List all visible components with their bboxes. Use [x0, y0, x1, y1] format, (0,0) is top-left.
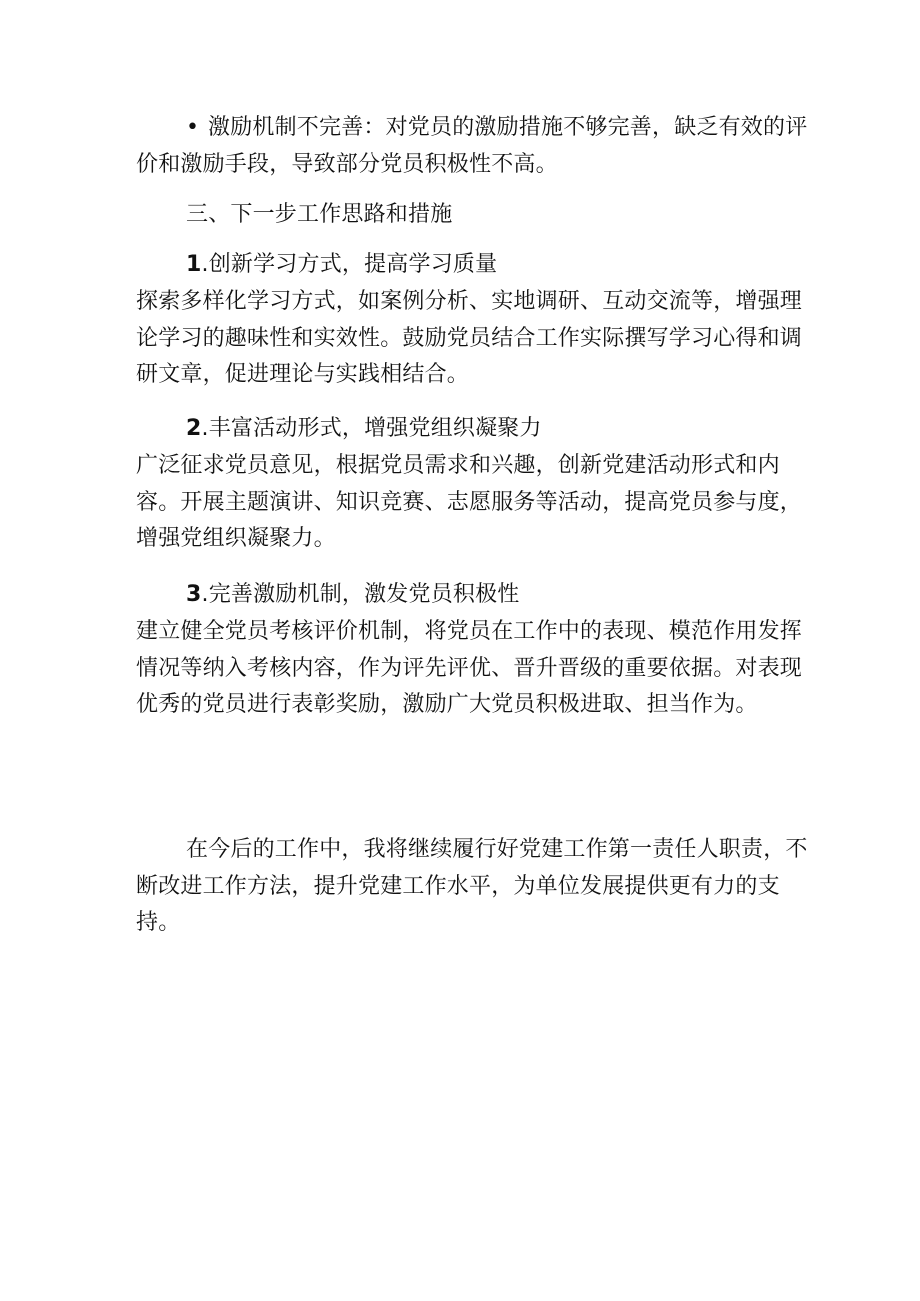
item-body-1: 探索多样化学习方式，如案例分析、实地调研、互动交流等，增强理论学习的趣味性和实效性。鼓励党员结合工作实际撰写学习心得和调研文章，促进理论与实践相结合。 [136, 289, 803, 387]
item-heading-1 [136, 247, 808, 284]
item-title: .完善激励机制，激发党员积极性 [201, 582, 520, 607]
item-heading-3 [136, 577, 808, 614]
bullet-icon: • [186, 115, 200, 140]
section-heading: 三、下一步工作思路和措施 [186, 202, 453, 227]
item-heading-2 [136, 411, 808, 448]
item-number: 1 [186, 252, 202, 277]
item-title: .创新学习方式，提高学习质量 [201, 252, 498, 277]
bullet-paragraph [136, 110, 808, 183]
item-number: 2 [186, 416, 202, 441]
item-number: 3 [186, 582, 202, 607]
closing-paragraph: 在今后的工作中，我将继续履行好党建工作第一责任人职责，不断改进工作方法，提升党建工作水平，为单位发展提供更有力的支持。 [136, 837, 808, 935]
item-body-3: 建立健全党员考核评价机制，将党员在工作中的表现、模范作用发挥情况等纳入考核内容，作为评先评优、晋升晋级的重要依据。对表现优秀的党员进行表彰奖励，激励广大党员积极进取、担当作为。 [136, 619, 803, 717]
item-title: .丰富活动形式，增强党组织凝聚力 [201, 416, 542, 441]
item-body-2: 广泛征求党员意见，根据党员需求和兴趣，创新党建活动形式和内容。开展主题演讲、知识竞赛、志愿服务等活动，提高党员参与度，增强党组织凝聚力。 [136, 453, 803, 551]
bullet-text: 激励机制不完善：对党员的激励措施不够完善，缺乏有效的评价和激励手段，导致部分党员积极性不高。 [136, 115, 808, 177]
